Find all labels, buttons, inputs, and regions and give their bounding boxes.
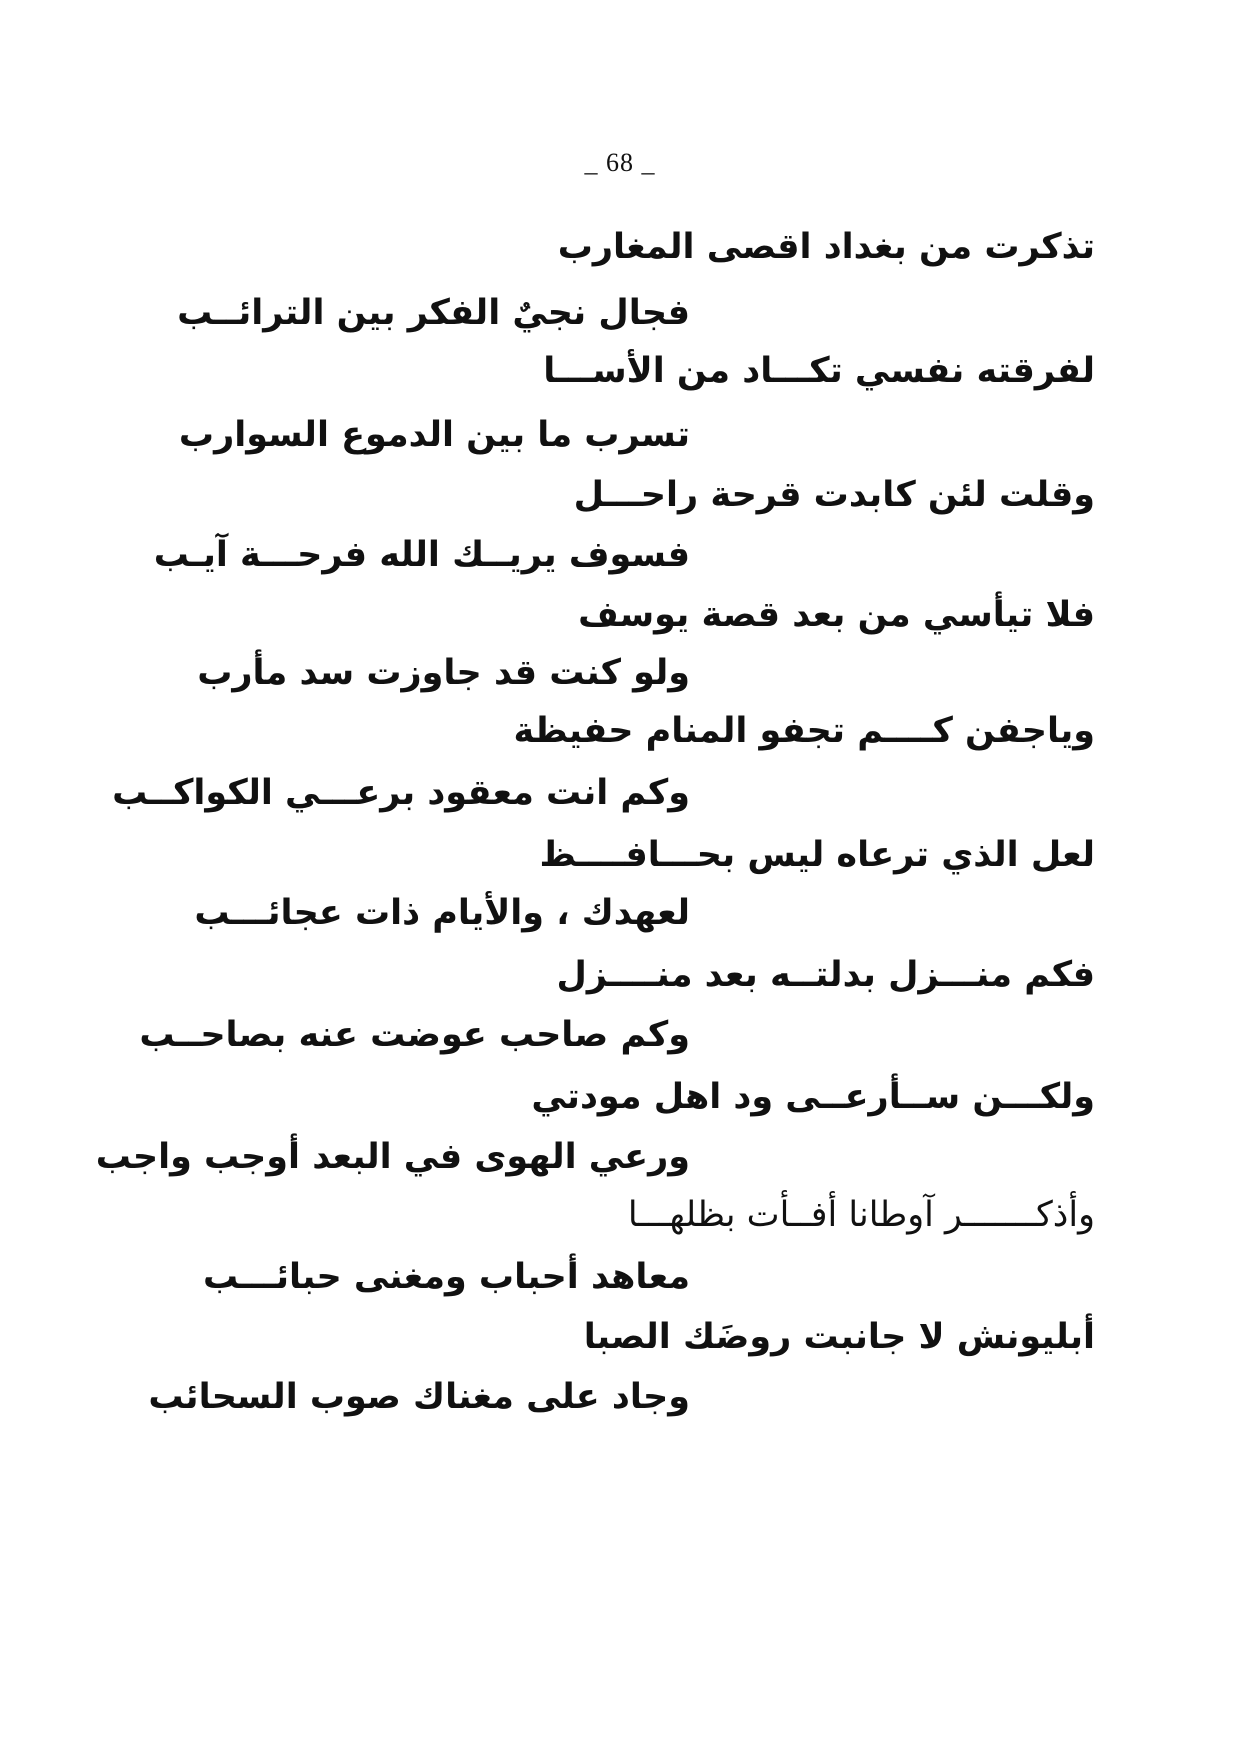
poem-line: فسوف يريــك الله فرحـــة آيـب — [153, 535, 690, 575]
poem-line: فكم منـــزل بدلتــه بعد منــــزل — [556, 955, 1095, 995]
poem-line: ورعي الهوى في البعد أوجب واجب — [95, 1137, 690, 1177]
poem-line: أبليونش لا جانبت روضَك الصبا — [583, 1317, 1095, 1357]
poem-line: وقلت لئن كابدت قرحة راحـــل — [573, 475, 1095, 515]
poem-line: تسرب ما بين الدموع السوارب — [178, 415, 690, 455]
poem-line: تذكرت من بغداد اقصى المغارب — [557, 227, 1095, 267]
poem-line: لعهدك ، والأيام ذات عجائـــب — [194, 893, 690, 933]
poem-line: لعل الذي ترعاه ليس بحـــافــــظ — [539, 835, 1095, 875]
poem-line: لفرقته نفسي تكـــاد من الأســـا — [543, 351, 1095, 391]
poem-line: ولكـــن ســأرعــى ود اهل مودتي — [531, 1077, 1095, 1117]
page-number: _ 68 _ — [584, 148, 656, 177]
poem-line: وأذكـــــــر آوطانا أفــأت بظلهـــا — [627, 1195, 1095, 1235]
poem-line: وكم صاحب عوضت عنه بصاحــب — [139, 1015, 690, 1055]
poem-line: وجاد على مغناك صوب السحائب — [148, 1377, 690, 1417]
poem-line: ولو كنت قد جاوزت سد مأرب — [197, 653, 690, 693]
poem-line: وياجفن كــــم تجفو المنام حفيظة — [513, 711, 1095, 751]
poem-line: فجال نجيٌ الفكر بين الترائــب — [177, 293, 690, 333]
poem-line: وكم انت معقود برعـــي الكواكــب — [112, 773, 690, 813]
poem-line: فلا تيأسي من بعد قصة يوسف — [578, 595, 1095, 635]
poem-line: معاهد أحباب ومغنى حبائـــب — [202, 1257, 690, 1297]
